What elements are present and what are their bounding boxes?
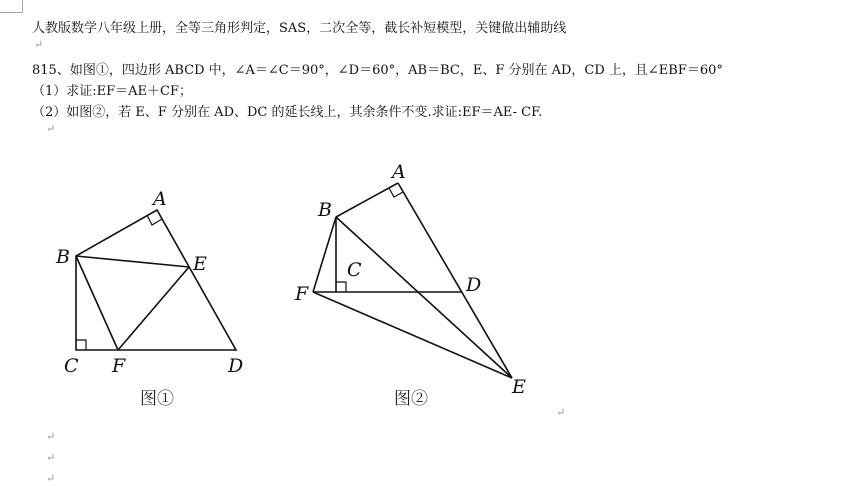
fig2-label-b: B — [318, 199, 332, 221]
part1-line: （1）求证:EF＝AE＋CF； — [32, 84, 193, 99]
fig1-label-d: D — [228, 355, 244, 377]
fig2-caption: 图② — [394, 389, 428, 409]
fig1-label-a: A — [153, 188, 167, 210]
part2-line: （2）如图②，若 E、F 分别在 AD、DC 的延长线上，其余条件不变.求证:EF＝AE- CF. — [32, 105, 543, 120]
paragraph-mark: ↵ — [34, 38, 44, 51]
figure-1 — [76, 210, 236, 350]
fig1-label-b: B — [56, 246, 70, 268]
figure-2 — [313, 183, 512, 378]
title-line: 人教版数学八年级上册，全等三角形判定，SAS，二次全等，截长补短模型，关键做出辅助线 — [32, 21, 567, 36]
paragraph-mark: ↵ — [46, 451, 56, 464]
fig2-label-e: E — [512, 376, 526, 398]
paragraph-mark: ↵ — [46, 472, 56, 485]
fig1-caption: 图① — [140, 389, 174, 409]
fig1-label-e: E — [193, 253, 207, 275]
fig1-label-c: C — [64, 355, 79, 377]
fig2-label-a: A — [392, 161, 406, 183]
problem-line: 815、如图①，四边形 ABCD 中，∠A＝∠C＝90°，∠D＝60°，AB＝BC，E、F 分别在 AD，CD 上，且∠EBF＝60° — [32, 63, 723, 78]
fig2-label-d: D — [466, 274, 482, 296]
paragraph-mark: ↵ — [46, 430, 56, 443]
fig2-label-f: F — [295, 283, 309, 305]
fig1-label-f: F — [112, 355, 126, 377]
paragraph-mark: ↵ — [556, 406, 566, 419]
paragraph-mark: ↵ — [46, 122, 56, 135]
fig2-label-c: C — [347, 259, 362, 281]
